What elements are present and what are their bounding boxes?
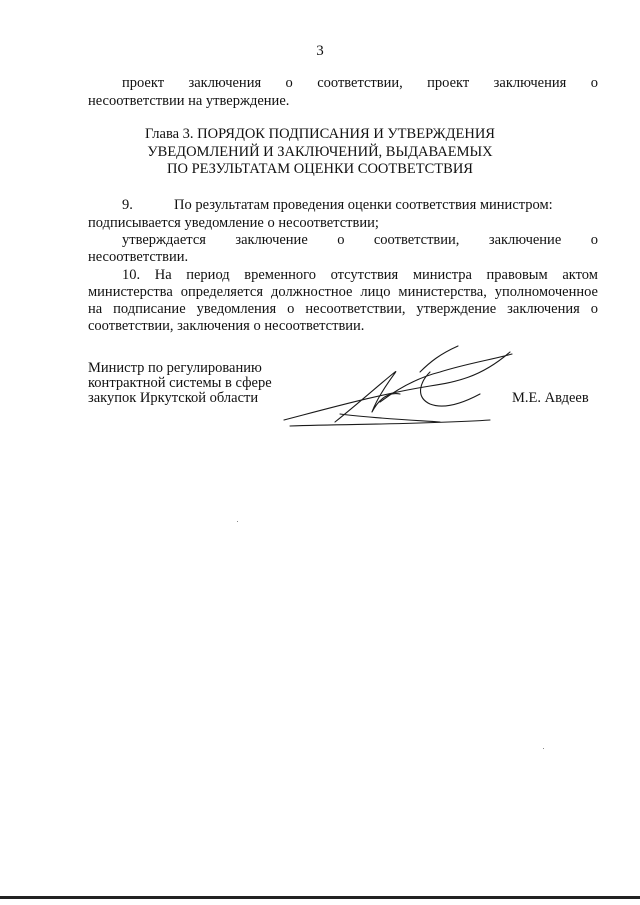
word: На	[154, 267, 172, 283]
item-9-text: По результатам проведения оценки соответствия министром:	[174, 197, 553, 213]
word: министра	[412, 267, 472, 283]
word: проект	[427, 75, 470, 91]
word: утверждается	[122, 232, 206, 248]
chapter-title-line-1: Глава 3. ПОРЯДОК ПОДПИСАНИЯ И УТВЕРЖДЕНИЯ	[145, 126, 495, 142]
item-10-line-2: министерства определяется должностное лицо министерства, уполномоченное	[88, 284, 598, 300]
word: соответствии,	[317, 75, 403, 91]
word: 10.	[122, 267, 141, 283]
word: о	[337, 232, 345, 248]
signatory-position-line: закупок Иркутской области	[88, 390, 259, 406]
chapter-title-line-2: УВЕДОМЛЕНИЙ И ЗАКЛЮЧЕНИЙ, ВЫДАВАЕМЫХ	[147, 144, 493, 160]
item-9-line-1	[122, 196, 553, 214]
scan-speck	[543, 748, 544, 749]
word: период	[186, 267, 230, 283]
word: отсутствия	[330, 267, 399, 283]
signatory-name: М.Е. Авдеев	[512, 390, 589, 406]
page-number: 3	[316, 43, 324, 59]
item-9-line-2: подписывается уведомление о несоответствии;	[88, 215, 379, 231]
signatory-position-line: контрактной системы в сфере	[88, 375, 272, 391]
word: о	[285, 75, 293, 91]
scan-speck	[237, 521, 238, 522]
word: соответствии,	[373, 232, 460, 248]
signatory-position	[88, 361, 272, 406]
word: заключения	[493, 75, 567, 91]
item-10-line-3: на подписание уведомления о несоответствии, утверждение заключения о	[88, 301, 598, 317]
word: заключение	[488, 232, 562, 248]
word: актом	[562, 267, 598, 283]
word: заключение	[235, 232, 308, 248]
word: правовым	[486, 267, 548, 283]
word: временного	[244, 267, 316, 283]
word: о	[590, 232, 598, 248]
paragraph-1-line-1	[122, 74, 598, 92]
item-9-line-3	[122, 231, 598, 249]
item-9-line-4: несоответствии.	[88, 249, 189, 265]
item-10-line-4: соответствии, заключения о несоответствии.	[88, 318, 365, 334]
chapter-title-line-3: ПО РЕЗУЛЬТАТАМ ОЦЕНКИ СООТВЕТСТВИЯ	[167, 161, 473, 177]
handwritten-signature	[280, 342, 520, 432]
word: проект	[122, 75, 165, 91]
item-9-number: 9.	[122, 197, 133, 213]
word: заключения	[188, 75, 262, 91]
item-10-line-1	[122, 266, 598, 284]
signatory-position-line: Министр по регулированию	[88, 360, 262, 376]
paragraph-1-line-2: несоответствии на утверждение.	[88, 93, 290, 109]
scan-edge-line	[0, 896, 640, 899]
word: о	[590, 75, 598, 91]
